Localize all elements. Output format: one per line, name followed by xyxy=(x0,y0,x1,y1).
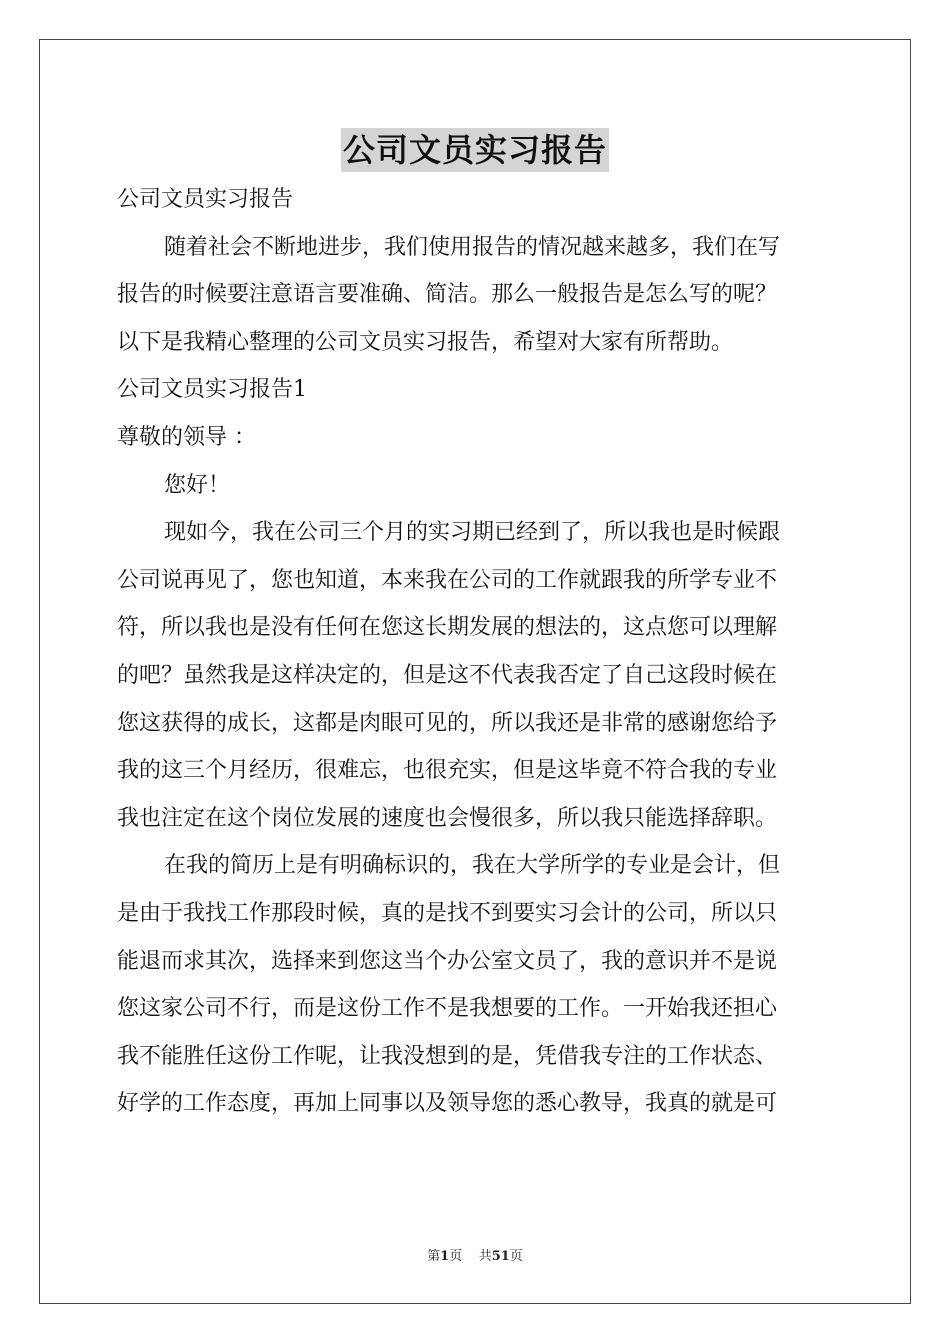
page-total: 51 xyxy=(491,1249,510,1264)
body-line: 的吧？虽然我是这样决定的，但是这不代表我否定了自己这段时候在 xyxy=(117,662,778,688)
body-line: 您这获得的成长，这都是肉眼可见的，所以我还是非常的感谢您给予 xyxy=(117,710,778,736)
title-container xyxy=(0,128,950,172)
total-prefix: 共 xyxy=(478,1249,492,1264)
body-line: 现如今，我在公司三个月的实习期已经到了，所以我也是时候跟 xyxy=(164,520,781,546)
greeting: 您好！ xyxy=(164,472,231,498)
body-line: 随着社会不断地进步，我们使用报告的情况越来越多，我们在写 xyxy=(164,234,781,260)
body-line: 以下是我精心整理的公司文员实习报告，希望对大家有所帮助。 xyxy=(117,329,734,355)
body-line: 您这家公司不行，而是这份工作不是我想要的工作。一开始我还担心 xyxy=(117,996,778,1022)
body-line: 符，所以我也是没有任何在您这长期发展的想法的，这点您可以理解 xyxy=(117,615,778,641)
body-line: 我也注定在这个岗位发展的速度也会慢很多，所以我只能选择辞职。 xyxy=(117,805,778,831)
total-suffix: 页 xyxy=(509,1249,523,1264)
body-line: 我的这三个月经历，很难忘，也很充实，但是这毕竟不符合我的专业 xyxy=(117,758,778,784)
body-line: 我不能胜任这份工作呢，让我没想到的是，凭借我专注的工作状态、 xyxy=(117,1043,778,1069)
page-prefix: 第 xyxy=(427,1249,441,1264)
page-footer xyxy=(0,1245,950,1264)
body-line: 是由于我找工作那段时候，真的是找不到要实习会计的公司，所以只 xyxy=(117,900,778,926)
body-line: 能退而求其次，选择来到您这当个办公室文员了，我的意识并不是说 xyxy=(117,948,778,974)
body-line: 公司说再见了，您也知道，本来我在公司的工作就跟我的所学专业不 xyxy=(117,567,778,593)
salutation: 尊敬的领导 ： xyxy=(117,424,256,450)
body-line: 在我的简历上是有明确标识的，我在大学所学的专业是会计，但 xyxy=(164,853,781,879)
body-line: 公司文员实习报告 xyxy=(117,187,294,212)
page-suffix: 页 xyxy=(449,1249,463,1264)
document-body xyxy=(117,176,835,1128)
body-line: 好学的工作态度，再加上同事以及领导您的悉心教导，我真的就是可 xyxy=(117,1091,778,1117)
body-line: 报告的时候要注意语言要准确、简洁。那么一般报告是怎么写的呢？ xyxy=(117,282,778,308)
page-current: 1 xyxy=(440,1249,450,1264)
section-heading: 公司文员实习报告1 xyxy=(117,377,307,403)
document-title: 公司文员实习报告 xyxy=(341,128,609,172)
